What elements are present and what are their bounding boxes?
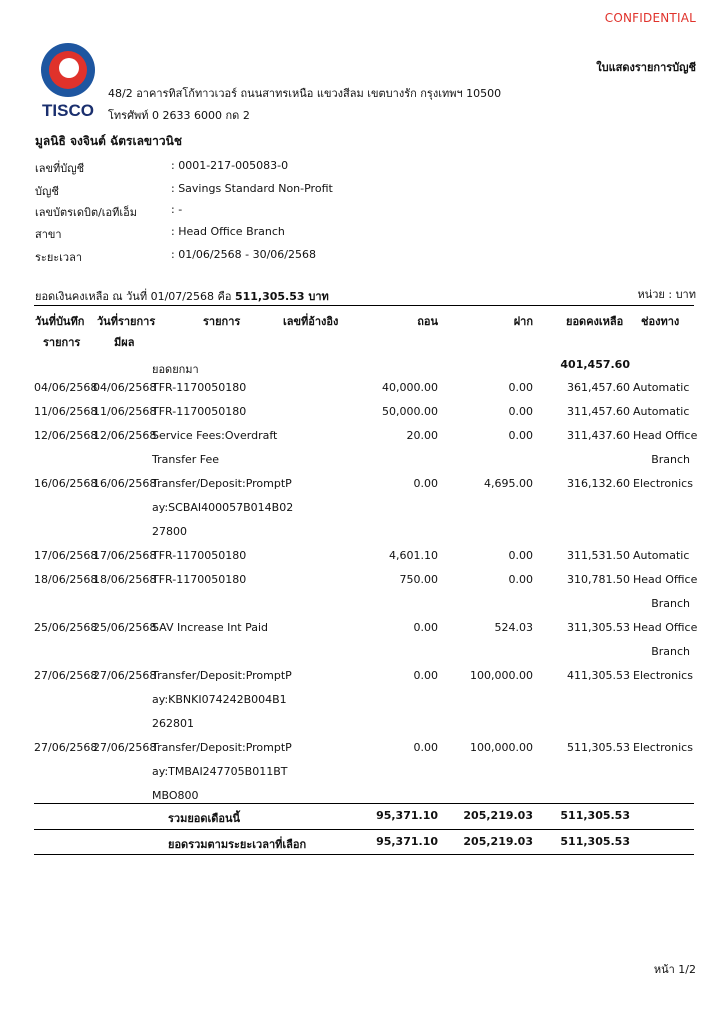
row-balance: 411,305.53 <box>567 669 630 682</box>
row-withdrawal: 0.00 <box>413 477 438 490</box>
row-balance: 311,457.60 <box>567 405 630 418</box>
row-effective-date: 25/06/2568 <box>93 621 157 634</box>
row-channel: Head Office <box>633 429 698 442</box>
period-total-label: ยอดรวมตามระยะเวลาที่เลือก <box>168 838 307 851</box>
row-record-date: 17/06/2568 <box>34 549 98 562</box>
row-description: ay:SCBAI400057B014B02 <box>152 501 294 514</box>
row-channel: Automatic <box>633 405 690 418</box>
balance-summary-prefix: ยอดเงินคงเหลือ ณ วันที่ 01/07/2568 คือ <box>35 290 232 303</box>
header-effective-date-2: มีผล <box>114 336 135 349</box>
row-description: 262801 <box>152 717 194 730</box>
row-record-date: 27/06/2568 <box>34 669 98 682</box>
row-balance: 311,437.60 <box>567 429 630 442</box>
row-withdrawal: 20.00 <box>406 429 438 442</box>
row-channel: Branch <box>651 645 690 658</box>
row-channel: Head Office <box>633 621 698 634</box>
row-channel: Branch <box>651 453 690 466</box>
month-total-withdrawal: 95,371.10 <box>376 809 438 822</box>
totals-middle-rule <box>34 829 694 830</box>
document-title: ใบแสดงรายการบัญชี <box>596 61 696 74</box>
branch-label: สาขา <box>35 228 62 241</box>
header-balance: ยอดคงเหลือ <box>566 315 624 328</box>
header-description: รายการ <box>203 315 241 328</box>
row-withdrawal: 0.00 <box>413 669 438 682</box>
account-type-label: บัญชี <box>35 185 59 198</box>
header-channel: ช่องทาง <box>641 315 680 328</box>
row-deposit: 100,000.00 <box>470 741 533 754</box>
totals-top-rule <box>34 803 694 804</box>
period-total-balance: 511,305.53 <box>560 835 630 848</box>
row-deposit: 0.00 <box>508 549 533 562</box>
row-channel: Electronics <box>633 741 693 754</box>
row-effective-date: 18/06/2568 <box>93 573 157 586</box>
branch-value: : Head Office Branch <box>171 225 285 238</box>
row-balance: 311,305.53 <box>567 621 630 634</box>
month-total-label: รวมยอดเดือนนี้ <box>168 812 241 825</box>
row-channel: Branch <box>651 597 690 610</box>
balance-summary <box>35 287 329 305</box>
row-effective-date: 11/06/2568 <box>93 405 157 418</box>
row-deposit: 0.00 <box>508 429 533 442</box>
row-description: Transfer/Deposit:PromptP <box>152 741 292 754</box>
header-reference: เลขที่อ้างอิง <box>283 315 339 328</box>
row-record-date: 16/06/2568 <box>34 477 98 490</box>
row-description: ay:KBNKI074242B004B1 <box>152 693 287 706</box>
row-description: Service Fees:Overdraft <box>152 429 278 442</box>
row-deposit: 0.00 <box>508 405 533 418</box>
row-description: TFR-1170050180 <box>152 573 247 586</box>
row-effective-date: 27/06/2568 <box>93 741 157 754</box>
header-record-date: วันที่บันทึก <box>35 315 85 328</box>
row-effective-date: 16/06/2568 <box>93 477 157 490</box>
period-value: : 01/06/2568 - 30/06/2568 <box>171 248 316 261</box>
account-number-value: : 0001-217-005083-0 <box>171 159 289 172</box>
opening-balance-value: 401,457.60 <box>560 358 630 371</box>
row-deposit: 100,000.00 <box>470 669 533 682</box>
account-type-value: : Savings Standard Non-Profit <box>171 182 333 195</box>
row-deposit: 0.00 <box>508 573 533 586</box>
row-description: Transfer Fee <box>152 453 219 466</box>
opening-balance-label: ยอดยกมา <box>152 363 199 376</box>
row-description: SAV Increase Int Paid <box>152 621 269 634</box>
row-balance: 316,132.60 <box>567 477 630 490</box>
table-bottom-rule <box>34 854 694 855</box>
tisco-logo <box>38 40 98 122</box>
row-effective-date: 04/06/2568 <box>93 381 157 394</box>
row-balance: 310,781.50 <box>567 573 630 586</box>
period-label: ระยะเวลา <box>35 251 83 264</box>
header-record-date-2: รายการ <box>43 336 81 349</box>
card-number-label: เลขบัตรเดบิต/เอทีเอ็ม <box>35 206 138 219</box>
row-description: TFR-1170050180 <box>152 381 247 394</box>
row-channel: Electronics <box>633 669 693 682</box>
row-balance: 311,531.50 <box>567 549 630 562</box>
row-channel: Electronics <box>633 477 693 490</box>
logo-text: TISCO <box>42 101 94 120</box>
header-deposit: ฝาก <box>513 315 533 328</box>
row-record-date: 18/06/2568 <box>34 573 98 586</box>
row-record-date: 12/06/2568 <box>34 429 98 442</box>
row-withdrawal: 750.00 <box>399 573 438 586</box>
row-deposit: 4,695.00 <box>484 477 533 490</box>
row-withdrawal: 0.00 <box>413 621 438 634</box>
row-balance: 511,305.53 <box>567 741 630 754</box>
bank-phone: โทรศัพท์ 0 2633 6000 กด 2 <box>108 109 250 122</box>
row-record-date: 11/06/2568 <box>34 405 98 418</box>
period-total-deposit: 205,219.03 <box>463 835 533 848</box>
table-top-rule <box>34 305 694 306</box>
header-effective-date: วันที่รายการ <box>97 315 156 328</box>
row-balance: 361,457.60 <box>567 381 630 394</box>
row-description: TFR-1170050180 <box>152 405 247 418</box>
row-description: Transfer/Deposit:PromptP <box>152 477 292 490</box>
header-withdrawal: ถอน <box>417 315 438 328</box>
month-total-balance: 511,305.53 <box>560 809 630 822</box>
row-description: MBO800 <box>152 789 199 802</box>
month-total-deposit: 205,219.03 <box>463 809 533 822</box>
page-number: หน้า 1/2 <box>653 963 696 976</box>
confidential-label: CONFIDENTIAL <box>604 11 696 25</box>
bank-address: 48/2 อาคารทิสโก้ทาวเวอร์ ถนนสาทรเหนือ แขวงสีลม เขตบางรัก กรุงเทพฯ 10500 <box>108 87 502 100</box>
account-number-label: เลขที่บัญชี <box>35 162 85 175</box>
row-withdrawal: 50,000.00 <box>382 405 438 418</box>
row-withdrawal: 4,601.10 <box>389 549 438 562</box>
card-number-value: : - <box>171 203 183 216</box>
row-withdrawal: 40,000.00 <box>382 381 438 394</box>
row-withdrawal: 0.00 <box>413 741 438 754</box>
row-record-date: 04/06/2568 <box>34 381 98 394</box>
row-effective-date: 17/06/2568 <box>93 549 157 562</box>
row-effective-date: 12/06/2568 <box>93 429 157 442</box>
row-record-date: 25/06/2568 <box>34 621 98 634</box>
row-channel: Automatic <box>633 381 690 394</box>
row-deposit: 0.00 <box>508 381 533 394</box>
row-description: ay:TMBAI247705B011BT <box>152 765 288 778</box>
row-deposit: 524.03 <box>494 621 533 634</box>
row-effective-date: 27/06/2568 <box>93 669 157 682</box>
row-channel: Automatic <box>633 549 690 562</box>
row-description: 27800 <box>152 525 187 538</box>
row-description: TFR-1170050180 <box>152 549 247 562</box>
balance-summary-amount: 511,305.53 บาท <box>234 290 329 303</box>
period-total-withdrawal: 95,371.10 <box>376 835 438 848</box>
currency-unit: หน่วย : บาท <box>637 288 696 301</box>
row-description: Transfer/Deposit:PromptP <box>152 669 292 682</box>
row-channel: Head Office <box>633 573 698 586</box>
row-record-date: 27/06/2568 <box>34 741 98 754</box>
account-holder-name: มูลนิธิ จงจินต์ ฉัตรเลขาวนิช <box>35 134 182 148</box>
